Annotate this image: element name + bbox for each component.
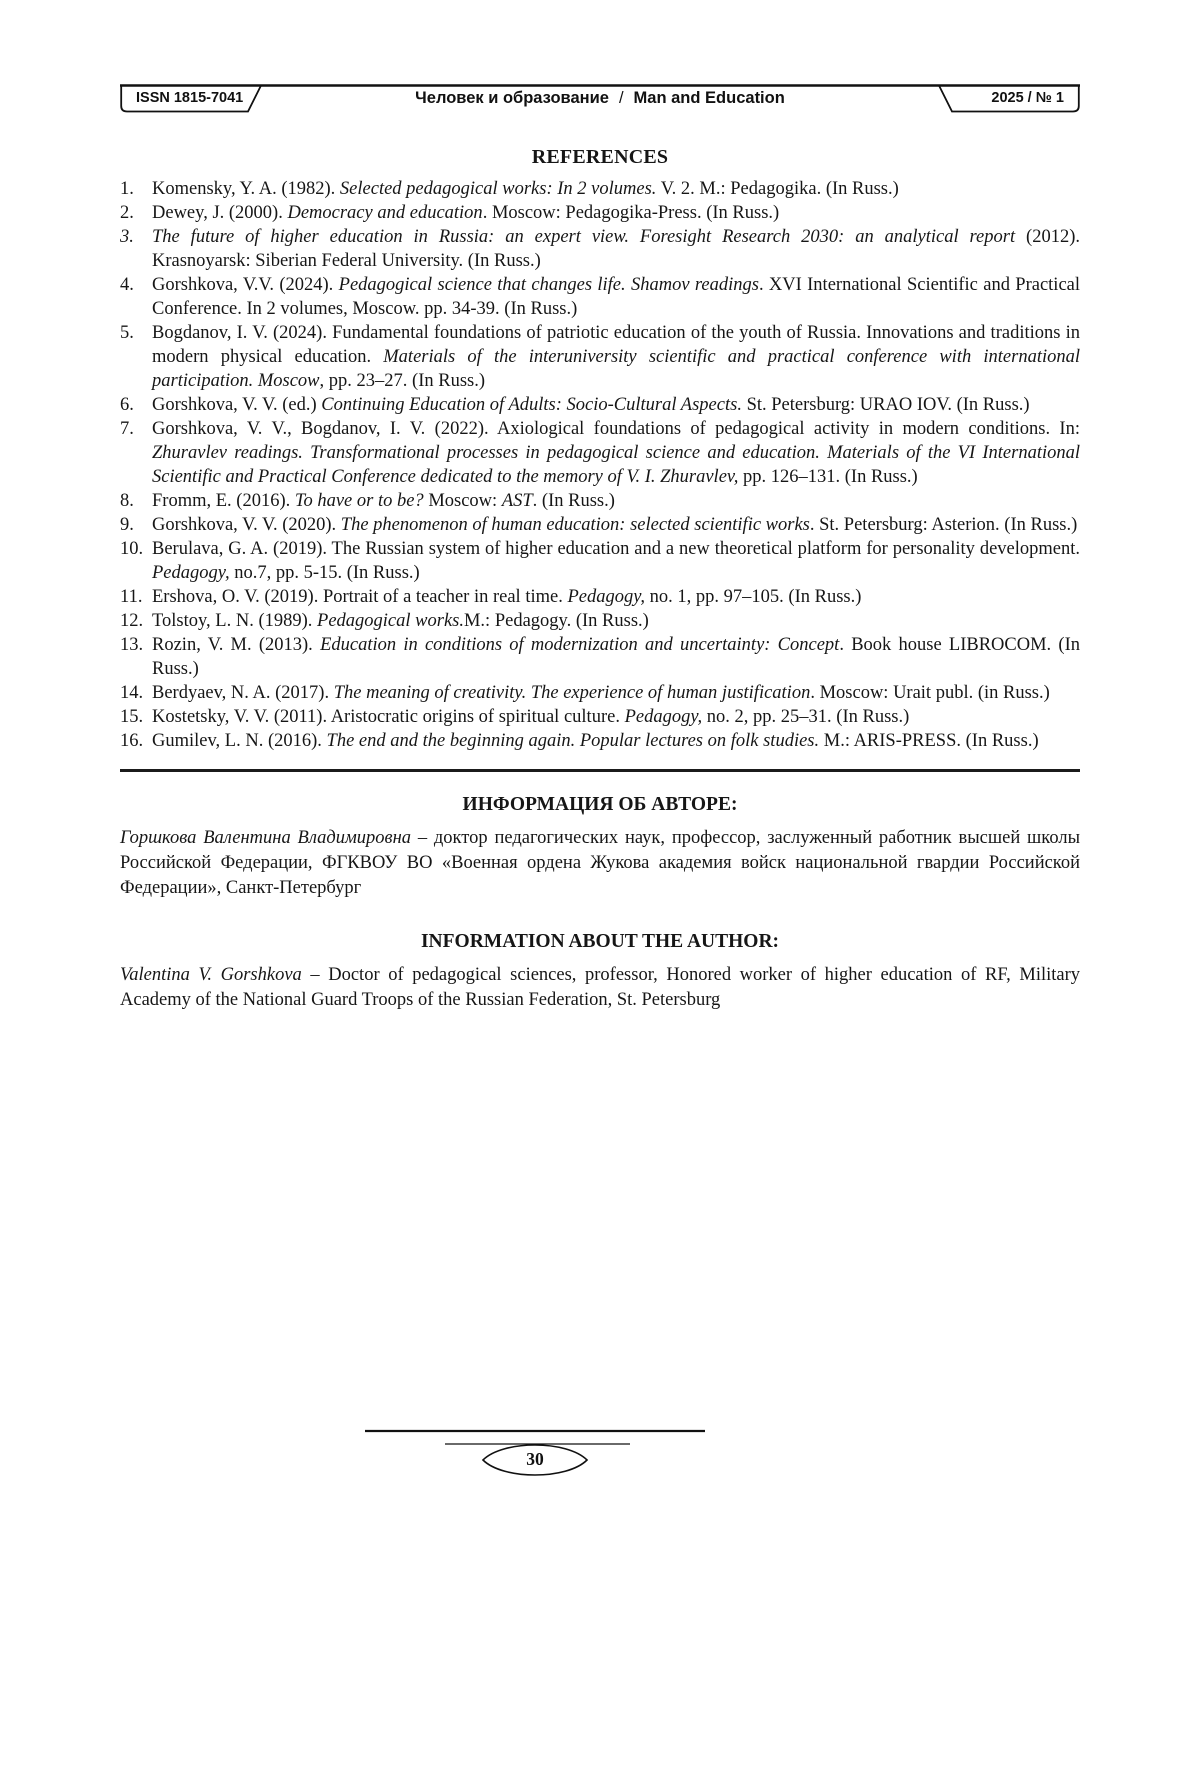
reference-item (120, 705, 1080, 729)
reference-item (120, 681, 1080, 705)
reference-item (120, 393, 1080, 417)
reference-number: 14. (120, 683, 144, 703)
text-segment: – доктор педагогических наук, профессор, заслуженный работник высшей школы Российской Федерации, ФГКВОУ ВО «Военная ордена Жукова академия войск национальной гвардии Российской Федерации», Санкт-Петербург (120, 828, 1080, 898)
reference-text (152, 395, 1030, 415)
text-segment-italic: Valentina V. Gorshkova (120, 965, 302, 985)
reference-item (120, 225, 1080, 273)
reference-number: 15. (120, 707, 144, 727)
reference-item (120, 273, 1080, 321)
reference-number: 12. (120, 611, 144, 631)
text-segment: Dewey, J. (2000). (152, 203, 288, 223)
references-title: REFERENCES (531, 146, 669, 168)
journal-title (120, 89, 1080, 108)
author-ru-text (120, 826, 1080, 901)
text-segment: Rozin, V. M. (2013). (152, 635, 321, 655)
reference-text (152, 179, 899, 199)
reference-number: 1. (120, 179, 134, 199)
text-segment-italic: Materials of the interuniversity scientific and practical conference with international participation. Moscow (152, 347, 1081, 391)
journal-title-ru: Человек и образование (415, 89, 609, 107)
reference-text (152, 419, 1080, 487)
text-segment: Gorshkova, V.V. (2024). (152, 275, 339, 295)
text-segment-italic: Education in conditions of modernization and uncertainty: Concept (320, 635, 840, 655)
text-segment-italic: Pedagogy, (624, 707, 703, 727)
author-info-ru-title: ИНФОРМАЦИЯ ОБ АВТОРЕ: (462, 794, 738, 815)
reference-number: 2. (120, 203, 134, 223)
author-info-en-title: INFORMATION ABOUT THE AUTHOR: (420, 931, 780, 952)
text-segment: , pp. 23–27. (In Russ.) (319, 371, 486, 391)
text-segment: V. 2. M.: Pedagogika. (In Russ.) (656, 179, 899, 199)
text-segment: . Moscow: Pedagogika-Press. (In Russ.) (482, 203, 780, 223)
text-segment-italic: Democracy and education (287, 203, 483, 223)
text-segment: Gumilev, L. N. (2016). (152, 731, 327, 751)
reference-item (120, 609, 1080, 633)
reference-number: 7. (120, 419, 134, 439)
text-segment-italic: Pedagogical science that changes life. Shamov readings (338, 275, 759, 295)
reference-text (152, 203, 779, 223)
reference-text (152, 275, 1080, 319)
reference-number: 5. (120, 323, 134, 343)
reference-item (120, 585, 1080, 609)
author-en-text (120, 963, 1080, 1013)
page-number: 30 (526, 1449, 544, 1469)
reference-text (152, 683, 1050, 703)
reference-text (152, 635, 1080, 679)
text-segment: . St. Petersburg: Asterion. (In Russ.) (809, 515, 1078, 535)
text-segment: no. 1, pp. 97–105. (In Russ.) (645, 587, 862, 607)
journal-title-separator: / (618, 89, 624, 107)
text-segment-italic: To have or to be? (294, 491, 424, 511)
reference-item (120, 201, 1080, 225)
reference-text (152, 539, 1080, 583)
reference-number: 3. (120, 227, 134, 247)
issue-label: 2025 / № 1 (991, 90, 1064, 106)
reference-text (152, 491, 615, 511)
text-segment-italic: The phenomenon of human education: selected scientific works (340, 515, 810, 535)
text-segment-italic: AST (501, 491, 533, 511)
reference-item (120, 729, 1080, 753)
reference-text (152, 587, 861, 607)
section-divider (120, 769, 1080, 772)
text-segment: St. Petersburg: URAO IOV. (In Russ.) (741, 395, 1030, 415)
reference-text (152, 731, 1039, 751)
issn-label: ISSN 1815-7041 (136, 90, 244, 106)
text-segment-italic: Pedagogy, (152, 563, 230, 583)
text-segment-italic: The future of higher education in Russia: an expert view. Foresight Research 2030: an analytical report (152, 227, 1016, 247)
references-list (120, 177, 1080, 753)
text-segment: Gorshkova, V. V., Bogdanov, I. V. (2022). Axiological foundations of pedagogical activity in modern conditions. In: (152, 419, 1080, 439)
reference-number: 16. (120, 731, 144, 751)
text-segment: . XVI International Scientific and Practical Conference. In 2 volumes, Moscow. pp. 34-39. (In Russ.) (152, 275, 1081, 319)
reference-item (120, 177, 1080, 201)
text-segment-italic: Continuing Education of Adults: Socio-Cultural Aspects. (321, 395, 742, 415)
reference-item (120, 321, 1080, 393)
text-segment: Fromm, E. (2016). (152, 491, 295, 511)
text-segment: Moscow: (423, 491, 502, 511)
text-segment: Ershova, O. V. (2019). Portrait of a teacher in real time. (152, 587, 568, 607)
text-segment: Bogdanov, I. V. (2024). Fundamental foundations of patriotic education of the youth of Russia. Innovations and traditions in modern physical education. (152, 323, 1080, 367)
reference-number: 8. (120, 491, 134, 511)
text-segment-italic: The end and the beginning again. Popular lectures on folk studies. (326, 731, 820, 751)
reference-item (120, 513, 1080, 537)
reference-item (120, 537, 1080, 585)
text-segment: (2012). Krasnoyarsk: Siberian Federal University. (In Russ.) (152, 227, 1080, 271)
text-segment-italic: The meaning of creativity. The experience of human justification (333, 683, 811, 703)
reference-item (120, 633, 1080, 681)
text-segment: Berulava, G. A. (2019). The Russian system of higher education and a new theoretical platform for personality development. (152, 539, 1080, 559)
journal-header (120, 84, 1080, 114)
text-segment-italic: Zhuravlev readings. Transformational processes in pedagogical science and education. Materials of the VI International Scientific and Practical Conference dedicated to the memory of V. I. Zhuravlev, (152, 443, 1080, 487)
reference-text (152, 611, 649, 631)
page-footer (365, 1428, 705, 1484)
text-segment: . Book house LIBROCOM. (In Russ.) (152, 635, 1080, 679)
reference-number: 9. (120, 515, 134, 535)
text-segment-italic: Pedagogy, (567, 587, 646, 607)
text-segment: . (In Russ.) (532, 491, 615, 511)
text-segment-italic: Горшкова Валентина Владимировна (120, 828, 411, 848)
reference-text (152, 707, 909, 727)
text-segment: Tolstoy, L. N. (1989). (152, 611, 318, 631)
text-segment-italic: Pedagogical works. (317, 611, 464, 631)
text-segment: . Moscow: Urait publ. (in Russ.) (810, 683, 1050, 703)
reference-number: 10. (120, 539, 144, 559)
reference-text (152, 515, 1077, 535)
text-segment: Komensky, Y. A. (1982). (152, 179, 340, 199)
text-segment: M.: Pedagogy. (In Russ.) (463, 611, 649, 631)
reference-item (120, 489, 1080, 513)
text-segment: Kostetsky, V. V. (2011). Aristocratic origins of spiritual culture. (152, 707, 625, 727)
reference-number: 13. (120, 635, 144, 655)
text-segment: M.: ARIS-PRESS. (In Russ.) (819, 731, 1039, 751)
text-segment: no.7, pp. 5-15. (In Russ.) (229, 563, 420, 583)
text-segment-italic: Selected pedagogical works: In 2 volumes. (339, 179, 657, 199)
reference-number: 4. (120, 275, 134, 295)
text-segment: Gorshkova, V. V. (ed.) (152, 395, 322, 415)
text-segment: Berdyaev, N. A. (2017). (152, 683, 334, 703)
text-segment: no. 2, pp. 25–31. (In Russ.) (702, 707, 910, 727)
text-segment: pp. 126–131. (In Russ.) (738, 467, 918, 487)
text-segment: Gorshkova, V. V. (2020). (152, 515, 341, 535)
reference-text (152, 227, 1080, 271)
journal-title-en: Man and Education (633, 89, 785, 107)
reference-number: 11. (120, 587, 143, 607)
reference-item (120, 417, 1080, 489)
text-segment: – Doctor of pedagogical sciences, professor, Honored worker of higher education of RF, Military Academy of the National Guard Troops of the Russian Federation, St. Petersburg (120, 965, 1080, 1010)
reference-number: 6. (120, 395, 134, 415)
reference-text (152, 323, 1080, 391)
